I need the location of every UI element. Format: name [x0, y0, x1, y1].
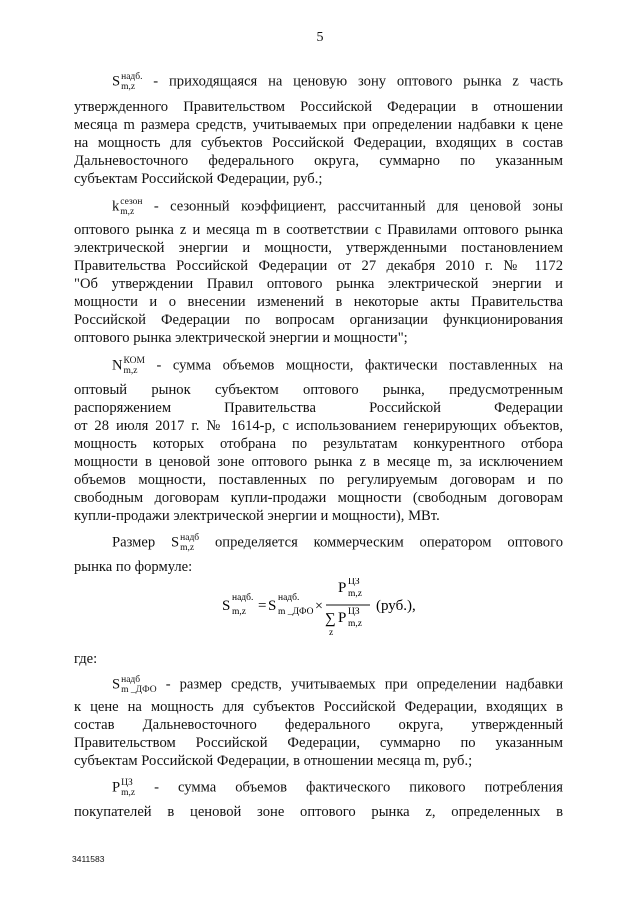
- footer-code: 3411583: [72, 854, 105, 864]
- formula-sum: ∑: [325, 611, 336, 627]
- text-line: от 28 июля 2017 г. № 1614-р, с использованием генерирующих объектов,: [74, 418, 563, 434]
- text-line: на мощность для субъектов Российской Федерации, входящих в состав: [74, 135, 563, 151]
- formula-num-sup: ЦЗ: [348, 578, 360, 587]
- symbol-p-cz: P ЦЗ m,z: [112, 778, 136, 798]
- text-line: оптового рынка электрической энергии и мощности";: [74, 330, 408, 346]
- formula-rhs-sup: надб.: [278, 593, 300, 603]
- formula-sum-index: z: [329, 628, 334, 638]
- text-line: Дальневосточного федерального округа, суммарно по указанным: [74, 153, 563, 169]
- text-line: мощность которых отобрана по результатам конкурентного отбора: [74, 436, 563, 452]
- formula-num-base: P: [338, 580, 347, 596]
- symbol-s-nadb-inline: S надб m,z: [171, 533, 200, 553]
- symbol-n-kom: N КОМ m,z: [112, 356, 145, 376]
- symbol-s-dfo: S надб m _ДФО: [112, 675, 157, 695]
- text-line: субъектам Российской Федерации, руб.;: [74, 171, 323, 187]
- formula-num-sub: m,z: [348, 589, 362, 599]
- formula: [222, 578, 522, 638]
- text-line: мощности и о внесении изменений в некоторые акты Правительства: [74, 294, 563, 310]
- formula-unit: (руб.),: [376, 598, 416, 614]
- text-line: Правительства Российской Федерации от 27 декабря 2010 г. № 1172: [74, 258, 563, 274]
- text-line: покупателей в ценовой зоне оптового рынка z, определенных в: [74, 804, 563, 820]
- text-line: N КОМ m,z - сумма объемов мощности, фактически поставленных на: [112, 356, 563, 376]
- text-line: состав Дальневосточного федерального округа, утвержденный: [74, 717, 563, 733]
- formula-den-sup: ЦЗ: [348, 607, 360, 617]
- formula-lhs-sup: надб.: [232, 593, 254, 603]
- formula-eq: =: [258, 598, 267, 614]
- text-line: мощности в ценовой зоне оптового рынка z в месяце m, за исключением: [74, 454, 563, 470]
- text-line: купли-продажи электрической энергии и мощности), МВт.: [74, 508, 440, 524]
- formula-den-base: P: [338, 610, 347, 626]
- text-line: рынка по формуле:: [74, 559, 193, 575]
- formula-rhs-base: S: [268, 598, 277, 614]
- formula-den-sub: m,z: [348, 619, 362, 629]
- text-line: объемов мощности, поставленных по регулируемым договорам и по: [74, 472, 563, 488]
- page-number: 5: [316, 30, 324, 45]
- text-line: Российской Федерации по вопросам организации функционирования: [74, 312, 563, 328]
- text-line: субъектам Российской Федерации, в отношении месяца m, руб.;: [74, 753, 473, 769]
- formula-svg: [222, 578, 522, 638]
- text-line: распоряжением Правительства Российской Федерации: [74, 400, 563, 416]
- text-line: оптового рынка z и месяца m в соответствии с Правилами оптового рынка: [74, 222, 563, 238]
- symbol-k-sezon: k сезон m,z: [112, 197, 143, 217]
- text-line: S надб m _ДФО - размер средств, учитываемых при определении надбавки: [112, 675, 563, 695]
- text-line: электрической энергии и мощности, утвержденными постановлением: [74, 240, 563, 256]
- formula-rhs-sub: m _ДФО: [278, 607, 314, 617]
- formula-lhs-base: S: [222, 598, 231, 614]
- text-line: k сезон m,z - сезонный коэффициент, рассчитанный для ценовой зоны: [112, 197, 563, 217]
- text-line: оптовый рынок субъектом оптового рынка, предусмотренным: [74, 382, 563, 398]
- text-line: Размер S надб m,z определяется коммерческим оператором оптового: [112, 533, 563, 553]
- formula-lhs-sub: m,z: [232, 607, 246, 617]
- text-line: Правительством Российской Федерации, суммарно по указанным: [74, 735, 563, 751]
- text-line: свободным договорам купли-продажи мощности (свободным договорам: [74, 490, 563, 506]
- text-line: месяца m размера средств, учитываемых при определении надбавки к цене: [74, 117, 563, 133]
- text-line: где:: [74, 651, 98, 667]
- text-line: S надб. m,z - приходящаяся на ценовую зону оптового рынка z часть: [112, 72, 563, 92]
- text-line: к цене на мощность для субъектов Российской Федерации, входящих в: [74, 699, 563, 715]
- symbol-s-nadb: S надб. m,z: [112, 72, 143, 92]
- text-line: "Об утверждении Правил оптового рынка электрической энергии и: [74, 276, 563, 292]
- text-line: утвержденного Правительством Российской Федерации в отношении: [74, 99, 563, 115]
- formula-times: ×: [315, 599, 323, 614]
- text-line: P ЦЗ m,z - сумма объемов фактического пикового потребления: [112, 778, 563, 798]
